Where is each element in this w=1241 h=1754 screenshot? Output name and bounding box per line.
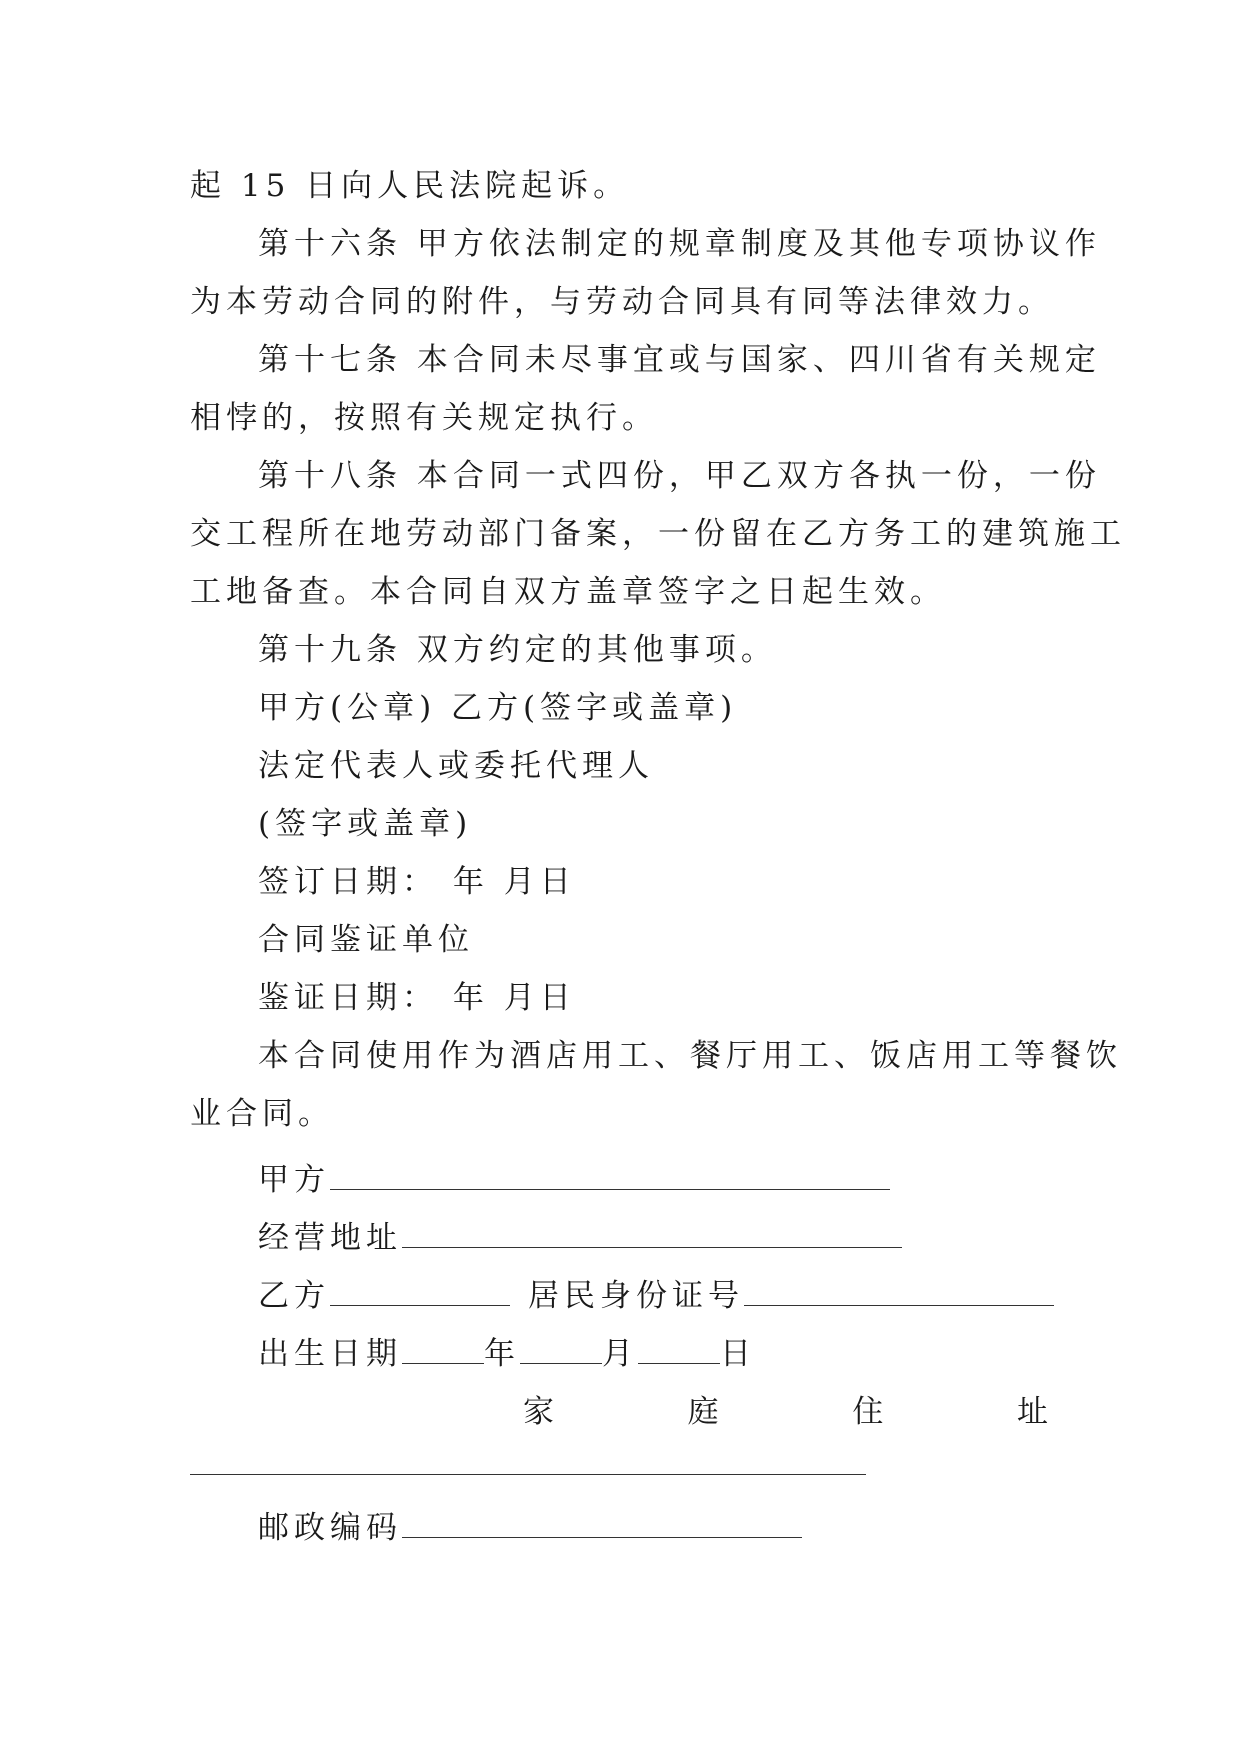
home-address-char-3: 住 — [852, 1394, 884, 1430]
birth-date-label: 出生日期 — [258, 1336, 402, 1372]
article-16-line-1: 第十六条 甲方依法制定的规章制度及其他专项协议作 — [258, 226, 1101, 262]
verification-date: 鉴证日期： 年 月日 — [258, 980, 576, 1016]
signing-date: 签订日期： 年 月日 — [258, 864, 576, 900]
home-address-char-4: 址 — [1016, 1394, 1048, 1430]
birth-date-field — [258, 1334, 756, 1374]
usage-note-line-2: 业合同。 — [190, 1096, 334, 1132]
article-18-line-1: 第十八条 本合同一式四份，甲乙双方各执一份，一份 — [258, 458, 1101, 494]
year-label: 年 — [484, 1336, 520, 1372]
month-label: 月 — [602, 1336, 638, 1372]
home-address-char-1: 家 — [523, 1394, 554, 1430]
article-18-line-3: 工地备查。本合同自双方盖章签字之日起生效。 — [190, 574, 946, 610]
article-18-line-2: 交工程所在地劳动部门备案，一份留在乙方务工的建筑施工 — [190, 516, 1126, 552]
id-number-label: 居民身份证号 — [528, 1278, 744, 1314]
article-17-line-2: 相悖的，按照有关规定执行。 — [190, 400, 658, 436]
home-address-label — [258, 1392, 1048, 1432]
verification-unit: 合同鉴证单位 — [258, 922, 474, 958]
legal-representative: 法定代表人或委托代理人 — [258, 748, 654, 784]
party-b-field — [258, 1276, 1054, 1316]
birth-day-blank — [638, 1337, 720, 1364]
birth-month-blank — [520, 1337, 602, 1364]
article-17-line-1: 第十七条 本合同未尽事宜或与国家、四川省有关规定 — [258, 342, 1101, 378]
party-b-label: 乙方 — [258, 1278, 330, 1314]
paragraph-continuation: 起 15 日向人民法院起诉。 — [190, 168, 630, 204]
article-19: 第十九条 双方约定的其他事项。 — [258, 632, 777, 668]
article-16-line-2: 为本劳动合同的附件，与劳动合同具有同等法律效力。 — [190, 284, 1054, 320]
day-label: 日 — [720, 1336, 756, 1372]
birth-year-blank — [402, 1337, 484, 1364]
party-a-field — [258, 1160, 890, 1200]
business-address-field — [258, 1218, 902, 1258]
party-signature-line: 甲方(公章) 乙方(签字或盖章) — [258, 690, 738, 726]
party-a-label: 甲方 — [258, 1162, 330, 1198]
postcode-field — [258, 1508, 802, 1548]
business-address-label: 经营地址 — [258, 1220, 402, 1256]
home-address-char-2: 庭 — [687, 1394, 719, 1430]
usage-note-line-1: 本合同使用作为酒店用工、餐厅用工、饭店用工等餐饮 — [258, 1038, 1122, 1074]
postcode-blank — [402, 1511, 802, 1538]
sign-or-stamp: (签字或盖章) — [258, 806, 473, 842]
home-address-blank — [190, 1474, 866, 1475]
party-b-blank — [330, 1279, 510, 1306]
id-number-blank — [744, 1279, 1054, 1306]
business-address-blank — [402, 1221, 902, 1248]
party-a-blank — [330, 1163, 890, 1190]
postcode-label: 邮政编码 — [258, 1510, 402, 1546]
